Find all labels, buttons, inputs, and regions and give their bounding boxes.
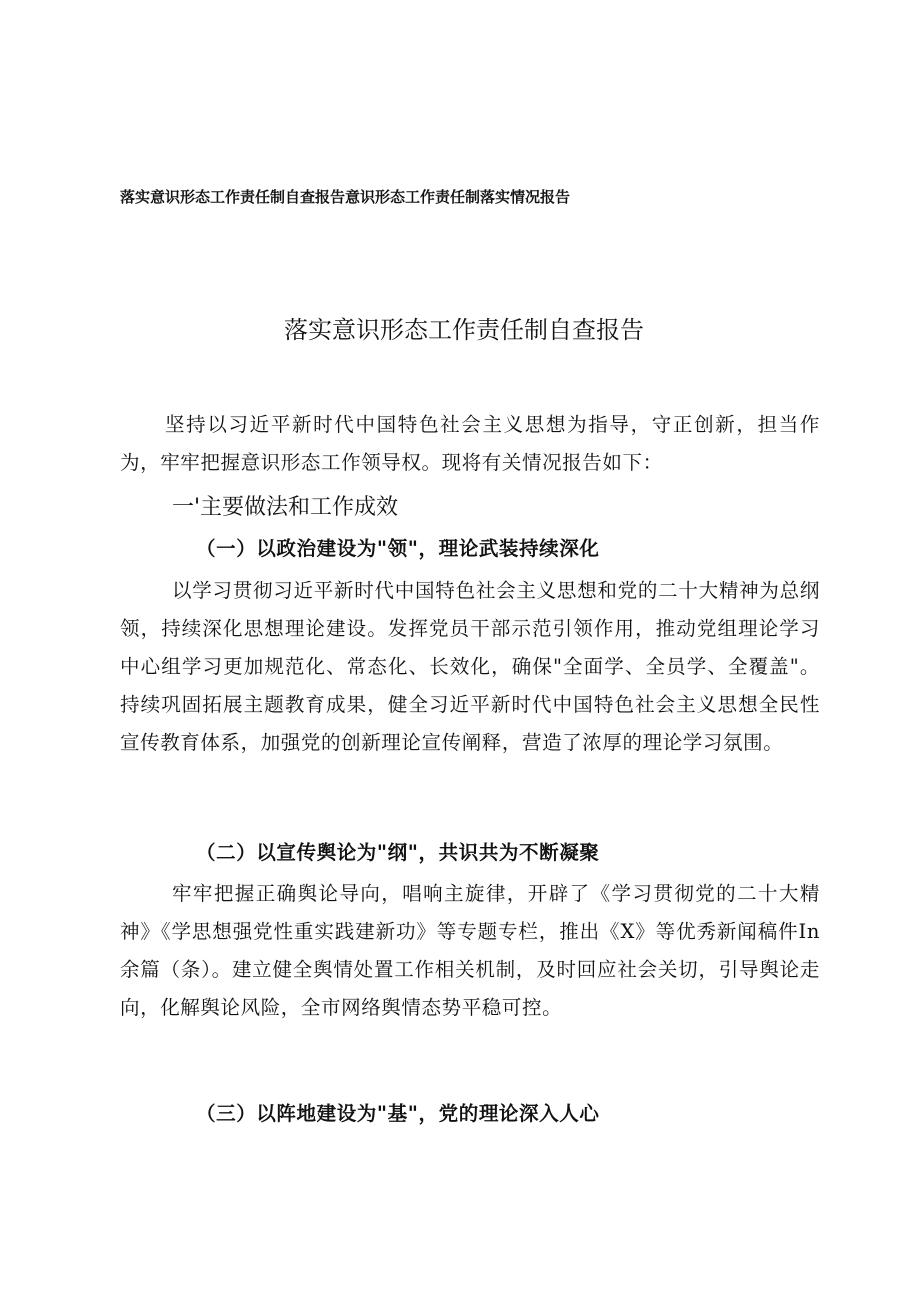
subsection-paragraph-2: 牢牢把握正确舆论导向，唱响主旋律，开辟了《学习贯彻党的二十大精神》《学思想强党性重实践建新功》等专题专栏，推出《X》等优秀新闻稿件In余篇（条）。建立健全舆情处置工作相关机制，及时回应社会关切，引导舆论走向，化解舆论风险，全市网络舆情态势平稳可控。 [120, 882, 820, 1019]
intro-paragraph: 坚持以习近平新时代中国特色社会主义思想为指导，守正创新，担当作为，牢牢把握意识形态工作领导权。现将有关情况报告如下： [120, 413, 820, 474]
subsection-heading-3: （三）以阵地建设为"基"，党的理论深入人心 [196, 1102, 600, 1125]
subsection-paragraph-1: 以学习贯彻习近平新时代中国特色社会主义思想和党的二十大精神为总纲领，持续深化思想理论建设。发挥党员干部示范引领作用，推动党组理论学习中心组学习更加规范化、常态化、长效化，确保"全面学、全员学、全覆盖"。持续巩固拓展主题教育成果，健全习近平新时代中国特色社会主义思想全民性宣传教育体系，加强党的创新理论宣传阐释，营造了浓厚的理论学习氛围。 [120, 579, 820, 754]
subsection-heading-2: （二）以宣传舆论为"纲"，共识共为不断凝聚 [196, 841, 600, 864]
document-header: 落实意识形态工作责任制自查报告意识形态工作责任制落实情况报告 [120, 188, 571, 206]
subsection-heading-1: （一）以政治建设为"领"，理论武装持续深化 [196, 537, 600, 560]
document-title: 落实意识形态工作责任制自查报告 [284, 316, 644, 344]
section-heading: 一'主要做法和工作成效 [172, 495, 399, 520]
